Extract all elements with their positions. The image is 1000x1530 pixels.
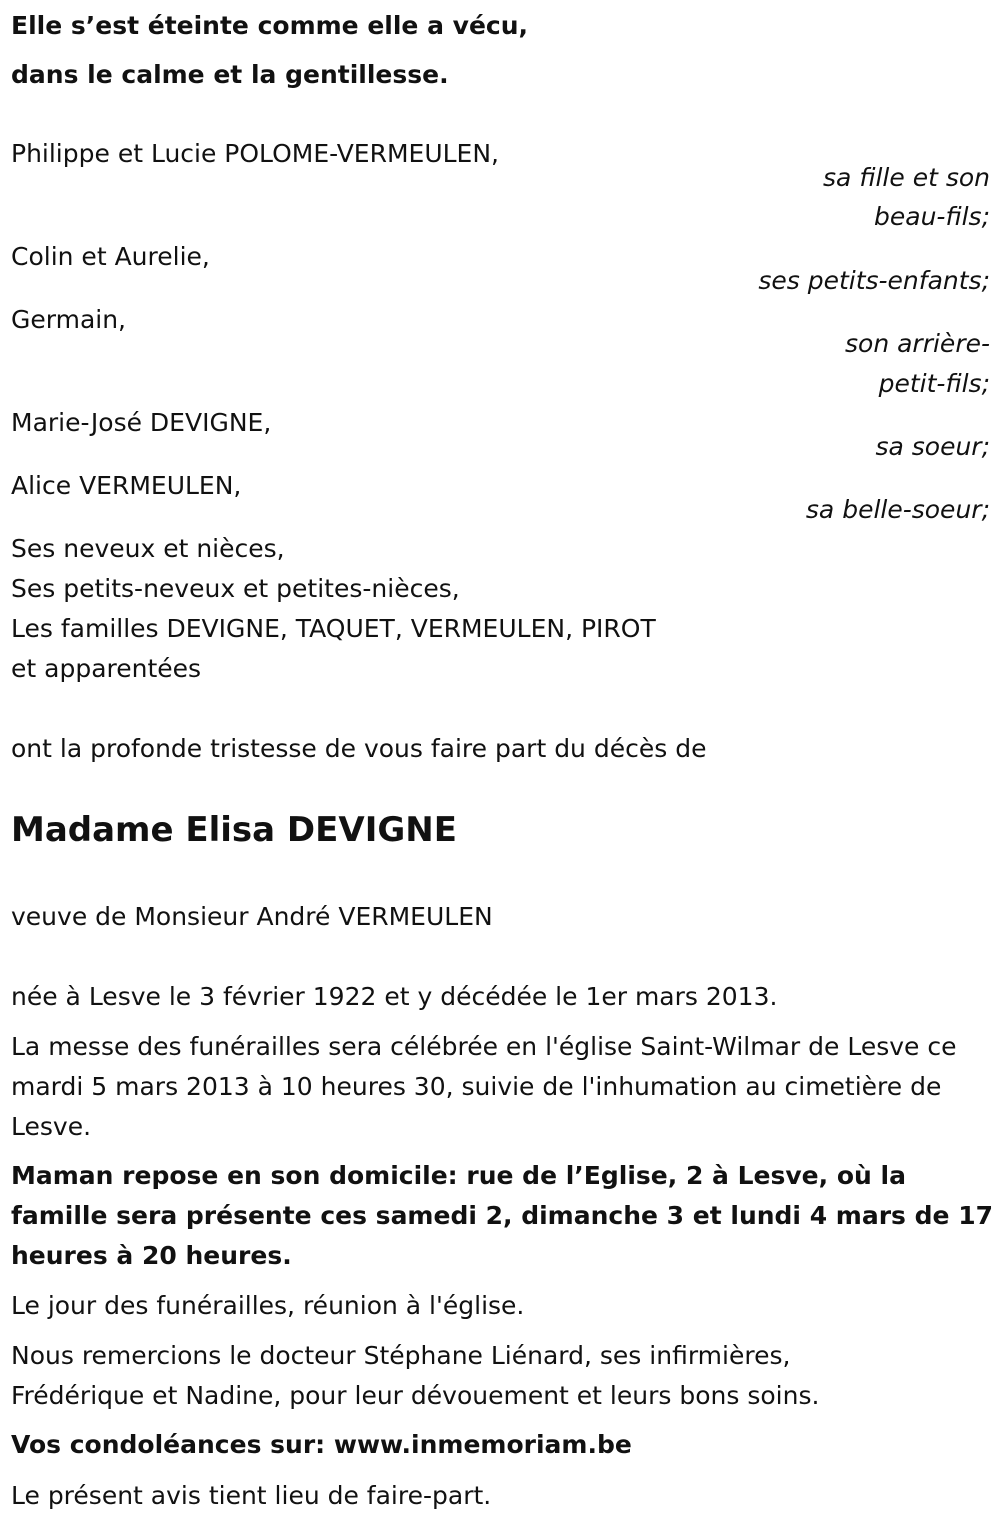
others-line-3: Les familles DEVIGNE, TAQUET, VERMEULEN, PIROT <box>11 614 656 643</box>
family-relation-3a: son arrière- <box>845 329 990 358</box>
viewing-info: Maman repose en son domicile: rue de l’Eglise, 2 à Lesve, où la famille sera présente ces samedi 2, dimanche 3 et lundi 4 mars de 17 heures à 20 heures. <box>11 1161 993 1270</box>
announcement: ont la profonde tristesse de vous faire part du décès de <box>11 734 707 763</box>
family-name-3: Germain, <box>11 305 127 334</box>
family-name-4: Marie-José DEVIGNE, <box>11 408 272 437</box>
epitaph-line-2: dans le calme et la gentillesse. <box>11 60 449 89</box>
family-relation-2: ses petits-enfants; <box>758 266 990 295</box>
epitaph-line-1: Elle s’est éteinte comme elle a vécu, <box>11 11 529 40</box>
others-line-2: Ses petits-neveux et petites-nièces, <box>11 574 460 603</box>
family-relation-4: sa soeur; <box>875 432 990 461</box>
others-line-1: Ses neveux et nièces, <box>11 534 285 563</box>
birth-death: née à Lesve le 3 février 1922 et y décédée le 1er mars 2013. <box>11 982 778 1011</box>
condolences-link[interactable]: Vos condoléances sur: www.inmemoriam.be <box>11 1430 632 1459</box>
family-relation-3b: petit-fils; <box>878 369 990 398</box>
funeral-mass: La messe des funérailles sera célébrée en l'église Saint-Wilmar de Lesve ce mardi 5 mars 2013 à 10 heures 30, suivie de l'inhumation au cimetière de Lesve. <box>11 1032 957 1141</box>
widow-of: veuve de Monsieur André VERMEULEN <box>11 902 493 931</box>
family-relation-5: sa belle-soeur; <box>805 495 990 524</box>
family-name-2: Colin et Aurelie, <box>11 242 210 271</box>
family-relation-1a: sa fille et son <box>823 163 990 192</box>
family-name-5: Alice VERMEULEN, <box>11 471 242 500</box>
thanks-line-2: Frédérique et Nadine, pour leur dévouement et leurs bons soins. <box>11 1381 820 1410</box>
deceased-name: Madame Elisa DEVIGNE <box>11 810 457 850</box>
family-relation-1b: beau-fils; <box>874 202 990 231</box>
family-name-1: Philippe et Lucie POLOME-VERMEULEN, <box>11 139 500 168</box>
thanks-line-1: Nous remercions le docteur Stéphane Liénard, ses infirmières, <box>11 1341 791 1370</box>
others-line-4: et apparentées <box>11 654 202 683</box>
notice: Le présent avis tient lieu de faire-part. <box>11 1481 492 1510</box>
meeting-info: Le jour des funérailles, réunion à l'église. <box>11 1291 525 1320</box>
